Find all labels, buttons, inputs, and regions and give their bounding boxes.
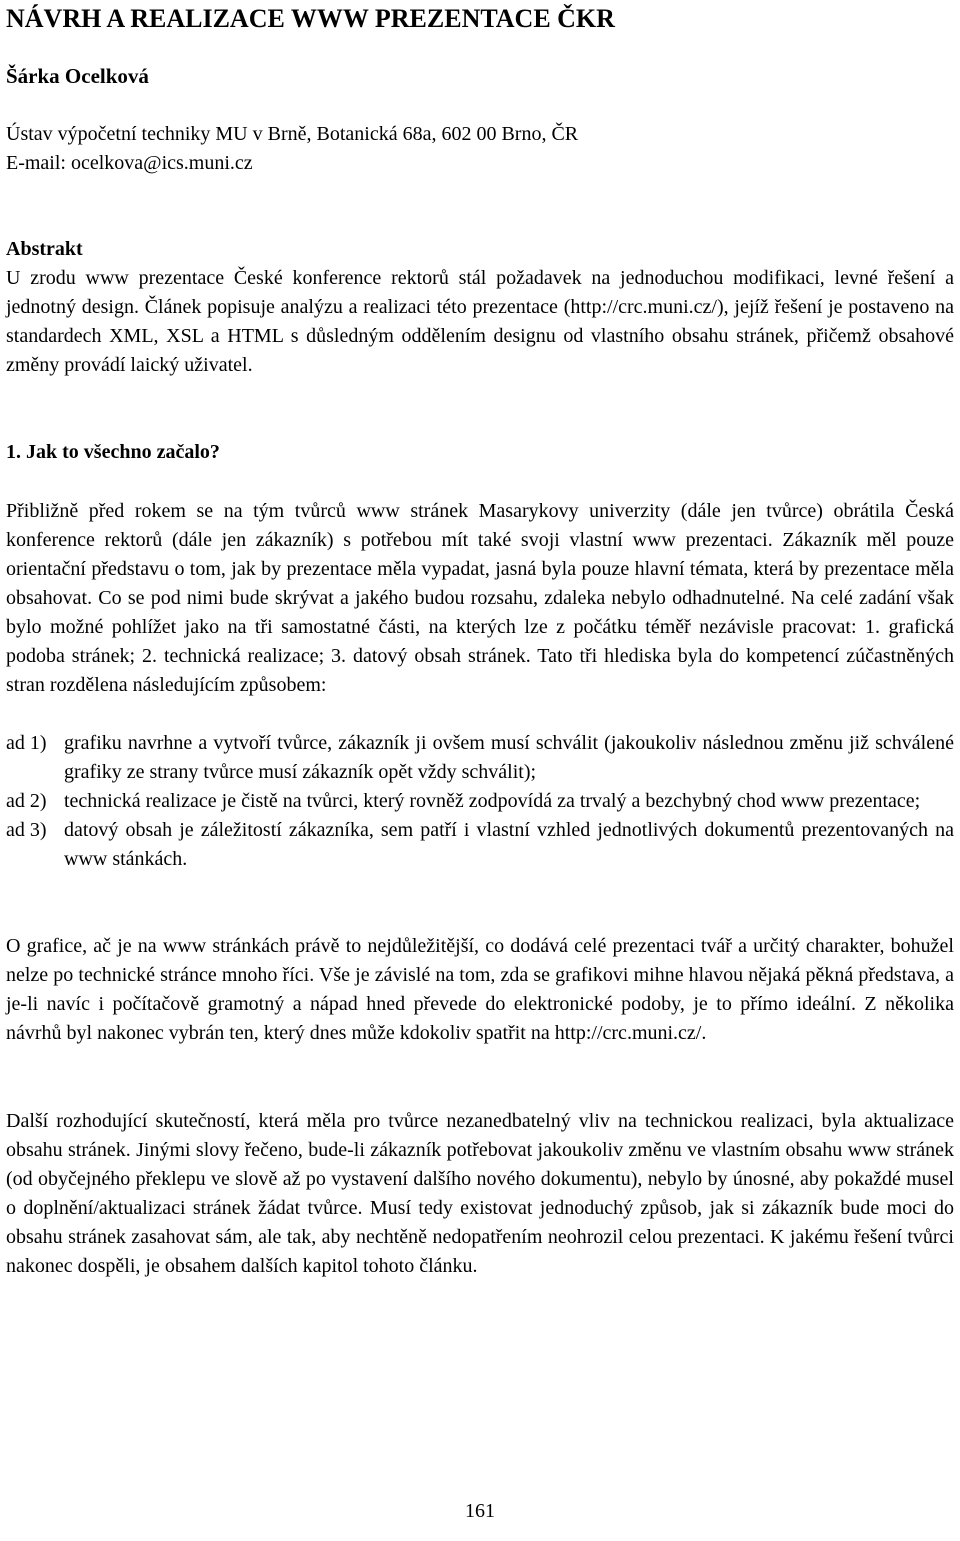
abstract-text: U zrodu www prezentace České konference rektorů stál požadavek na jednoduchou modifikaci, levné řešení a jednotný design. Článek popisuje analýzu a realizaci této prezentace (http://crc.muni.cz/), jejíž řešení je postaveno na standardech XML, XSL a HTML s důsledným oddělením designu od vlastního obsahu stránek, přičemž obsahové změny provádí laický uživatel. xyxy=(6,267,954,376)
author-email: E-mail: ocelkova@ics.muni.cz xyxy=(6,152,253,174)
list-item-label: ad 3) xyxy=(6,819,47,841)
paper-title: NÁVRH A REALIZACE WWW PREZENTACE ČKR xyxy=(6,4,615,33)
paragraph-2: O grafice, ač je na www stránkách právě to nejdůležitější, co dodává celé prezentaci tvář a určitý charakter, bohužel nelze po technické stránce mnoho říci. Vše je závislé na tom, zda se grafikovi mihne hlavou nějaká pěkná představa, a je-li navíc i počítačově gramotný a nápad hned převede do elektronické podoby, je to přímo ideální. Z několika návrhů byl nakonec vybrán ten, který dnes může kdokoliv spatřit na http://crc.muni.cz/. xyxy=(6,935,954,1044)
abstract-heading: Abstrakt xyxy=(6,238,83,260)
list-item-label: ad 2) xyxy=(6,790,47,812)
section-heading: 1. Jak to všechno začalo? xyxy=(6,441,220,463)
list-item-label: ad 1) xyxy=(6,732,47,754)
list-item xyxy=(6,729,954,787)
list-item-text: grafiku navrhne a vytvoří tvůrce, zákazník ji ovšem musí schválit (jakoukoliv následnou změnu již schválené grafiky ze strany tvůrce musí zákazník opět vždy schválit); xyxy=(64,732,954,783)
list-item-text: technická realizace je čistě na tvůrci, který rovněž zodpovídá za trvalý a bezchybný chod www prezentace; xyxy=(64,790,921,812)
ad-list xyxy=(6,729,954,874)
author-name: Šárka Ocelková xyxy=(6,64,149,88)
list-item-text: datový obsah je záležitostí zákazníka, sem patří i vlastní vzhled jednotlivých dokumentů prezentovaných na www stánkách. xyxy=(64,819,954,870)
list-item xyxy=(6,787,954,816)
affiliation: Ústav výpočetní techniky MU v Brně, Botanická 68a, 602 00 Brno, ČR xyxy=(6,123,579,145)
list-item xyxy=(6,816,954,874)
paragraph-1: Přibližně před rokem se na tým tvůrců www stránek Masarykovy univerzity (dále jen tvůrce) obrátila Česká konference rektorů (dále jen zákazník) s potřebou mít také svoji vlastní www prezentaci. Zákazník měl pouze orientační představu o tom, jak by prezentace měla vypadat, jasná byla pouze hlavní témata, která by prezentace měla obsahovat. Co se pod nimi bude skrývat a jakého budou rozsahu, zdaleka nebylo odhadnutelné. Na celé zadání však bylo možné pohlížet jako na tři samostatné části, na kterých lze z počátku téměř nezávisle pracovat: 1. grafická podoba stránek; 2. technická realizace; 3. datový obsah stránek. Tato tři hlediska byla do kompetencí zúčastněných stran rozdělena následujícím způsobem: xyxy=(6,500,954,696)
paragraph-3: Další rozhodující skutečností, která měla pro tvůrce nezanedbatelný vliv na technickou realizaci, byla aktualizace obsahu stránek. Jinými slovy řečeno, bude-li zákazník potřebovat jakoukoliv změnu ve vlastním obsahu www stránek (od obyčejného překlepu ve slově až po vystavení dalšího nového dokumentu), nebylo by únosné, aby pokaždé musel o doplnění/aktualizaci stránek žádat tvůrce. Musí tedy existovat jednoduchý způsob, jak si zákazník bude moci do obsahu stránek zasahovat sám, ale tak, aby nechtěně nedopatřením neohrozil celou prezentaci. K jakému řešení tvůrci nakonec dospěli, je obsahem dalších kapitol tohoto článku. xyxy=(6,1110,954,1277)
page-number: 161 xyxy=(465,1500,495,1522)
